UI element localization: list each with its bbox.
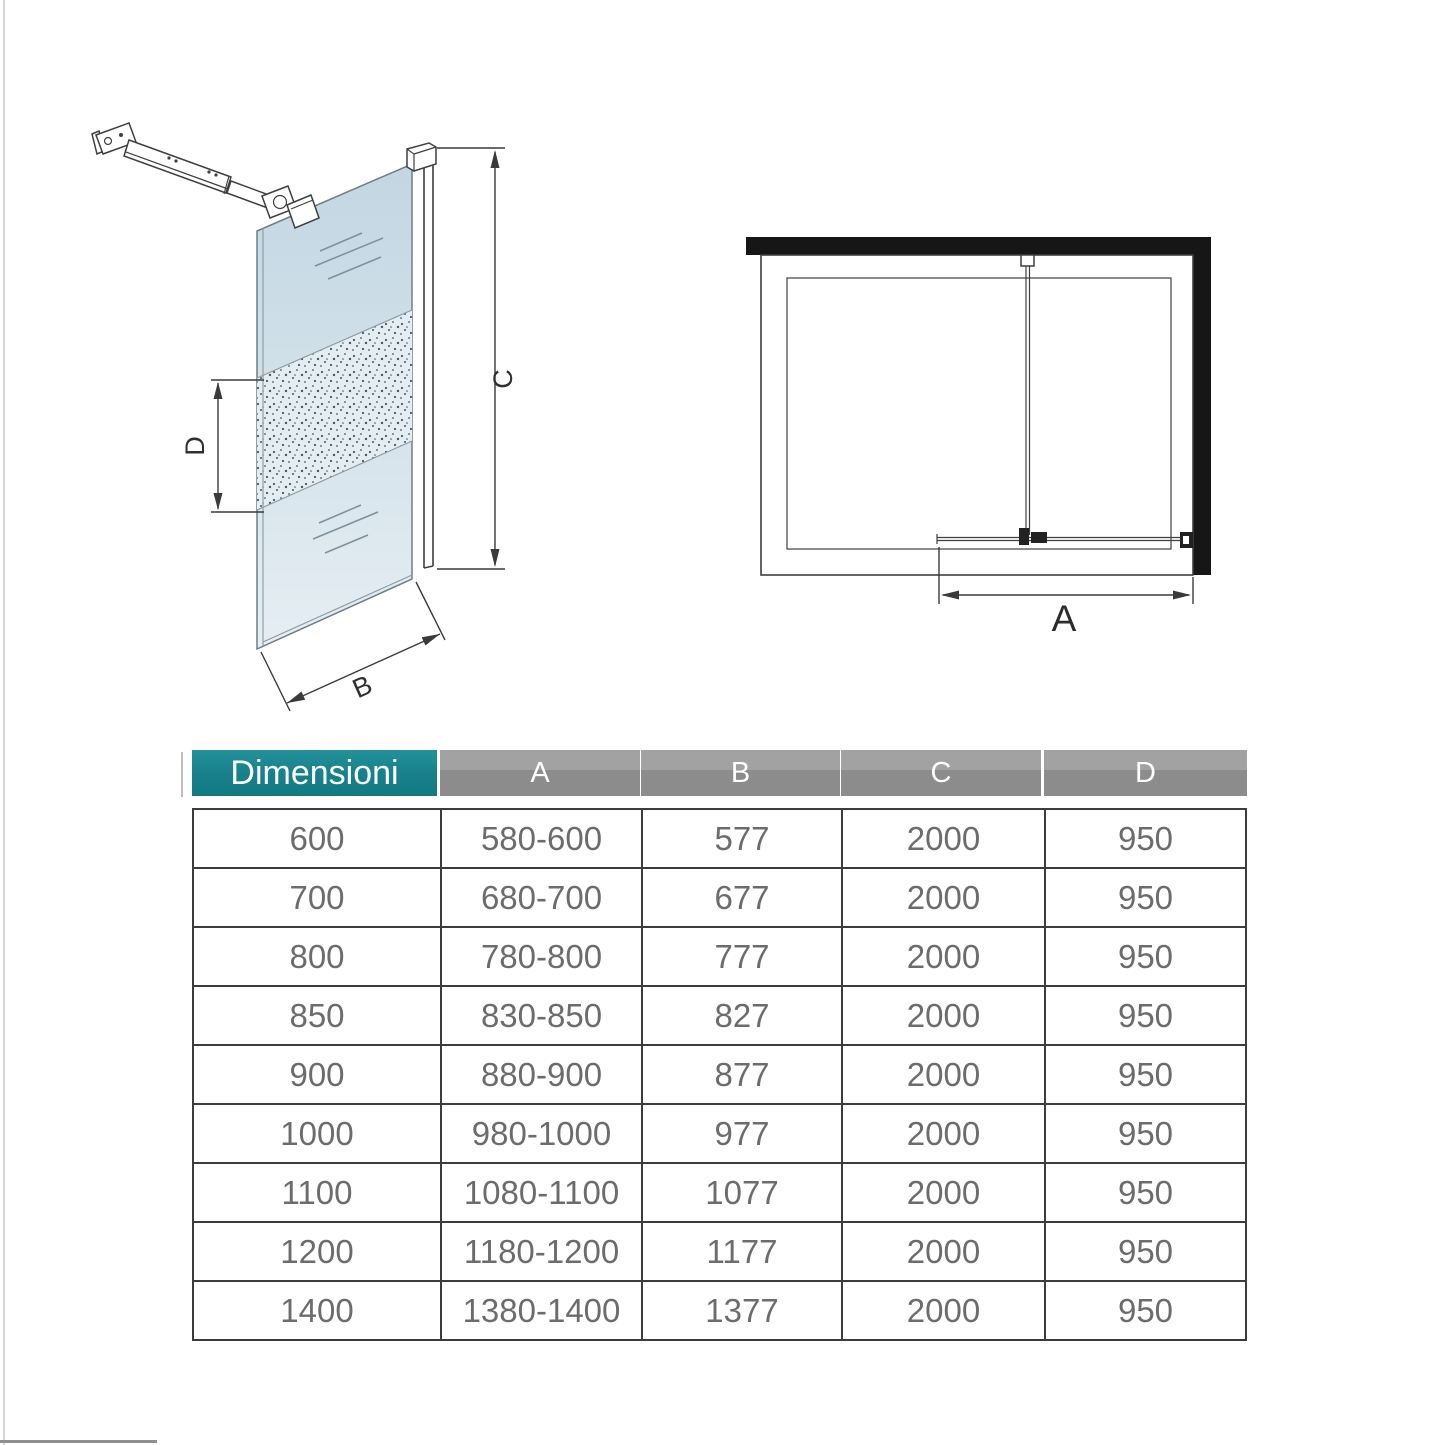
table-cell: 880-900 xyxy=(440,1046,641,1103)
table-cell: 600 xyxy=(289,819,345,857)
table-cell: 2000 xyxy=(841,1223,1044,1280)
dimension-c xyxy=(437,148,518,569)
table-cell: 1077 xyxy=(641,1164,841,1221)
table-body xyxy=(192,808,1247,1341)
table-cell: 900 xyxy=(289,1055,345,1093)
table-row xyxy=(194,810,1245,867)
table-row xyxy=(194,1221,1245,1280)
table-cell: 2000 xyxy=(841,869,1044,926)
table-cell: 830-850 xyxy=(440,987,641,1044)
table-cell: 950 xyxy=(1044,1223,1245,1280)
table-cell: 1377 xyxy=(641,1282,841,1339)
table-cell: 1380-1400 xyxy=(440,1282,641,1339)
top-view-diagram xyxy=(746,237,1211,639)
table-cell: 677 xyxy=(641,869,841,926)
table-title-cell: Dimensioni xyxy=(192,750,437,796)
table-cell: 577 xyxy=(641,810,841,867)
front-view-diagram xyxy=(92,123,518,711)
wall-right xyxy=(1193,237,1211,575)
support-arm-plan xyxy=(937,528,1193,548)
table-cell: 2000 xyxy=(841,1105,1044,1162)
table-row xyxy=(194,926,1245,985)
dim-label-c: C xyxy=(488,369,518,389)
table-cell: 1180-1200 xyxy=(440,1223,641,1280)
table-row xyxy=(194,1280,1245,1339)
column-header-d: D xyxy=(1044,750,1247,796)
dimension-d xyxy=(180,380,264,512)
dimensions-table xyxy=(192,750,1247,1341)
table-cell: 2000 xyxy=(841,810,1044,867)
table-cell: 1000 xyxy=(280,1114,354,1152)
dim-label-d: D xyxy=(180,436,210,456)
dim-label-a: A xyxy=(1051,598,1077,639)
wall-top xyxy=(746,237,1211,255)
table-cell: 2000 xyxy=(841,1046,1044,1103)
support-arm xyxy=(92,123,319,228)
table-cell: 1177 xyxy=(641,1223,841,1280)
table-cell: 950 xyxy=(1044,987,1245,1044)
table-cell: 980-1000 xyxy=(440,1105,641,1162)
table-cell: 800 xyxy=(289,937,345,975)
table-cell: 877 xyxy=(641,1046,841,1103)
table-cell: 950 xyxy=(1044,1105,1245,1162)
arm-outer-tube xyxy=(124,140,231,193)
table-cell: 777 xyxy=(641,928,841,985)
table-cell: 580-600 xyxy=(440,810,641,867)
table-row xyxy=(194,1103,1245,1162)
table-cell: 850 xyxy=(289,996,345,1034)
table-cell: 950 xyxy=(1044,1164,1245,1221)
column-header-b: B xyxy=(641,750,840,796)
tray-outer xyxy=(761,255,1193,575)
adjacent-image-edge xyxy=(0,1440,157,1443)
table-cell: 2000 xyxy=(841,987,1044,1044)
table-cell: 1200 xyxy=(280,1232,354,1270)
table-cell: 950 xyxy=(1044,1046,1245,1103)
table-cell: 780-800 xyxy=(440,928,641,985)
table-cell: 2000 xyxy=(841,928,1044,985)
table-cell: 950 xyxy=(1044,928,1245,985)
glass-panel-plan xyxy=(1021,255,1034,535)
table-row xyxy=(194,867,1245,926)
table-cell: 950 xyxy=(1044,810,1245,867)
dim-label-b: B xyxy=(348,669,377,705)
column-header-a: A xyxy=(440,750,640,796)
table-cell: 950 xyxy=(1044,869,1245,926)
table-cell: 2000 xyxy=(841,1282,1044,1339)
header-shadow-sliver xyxy=(181,752,183,797)
table-cell: 950 xyxy=(1044,1282,1245,1339)
table-row xyxy=(194,1162,1245,1221)
table-cell: 1100 xyxy=(281,1173,353,1211)
table-cell: 1400 xyxy=(280,1291,354,1329)
tray-inner xyxy=(787,278,1171,549)
column-header-c: C xyxy=(841,750,1041,796)
table-header xyxy=(192,750,1247,796)
table-cell: 827 xyxy=(641,987,841,1044)
table-cell: 1080-1100 xyxy=(440,1164,641,1221)
table-row xyxy=(194,1044,1245,1103)
dimension-a xyxy=(939,547,1193,639)
table-cell: 2000 xyxy=(841,1164,1044,1221)
table-cell: 700 xyxy=(289,878,345,916)
table-cell: 680-700 xyxy=(440,869,641,926)
table-cell: 977 xyxy=(641,1105,841,1162)
table-row xyxy=(194,985,1245,1044)
